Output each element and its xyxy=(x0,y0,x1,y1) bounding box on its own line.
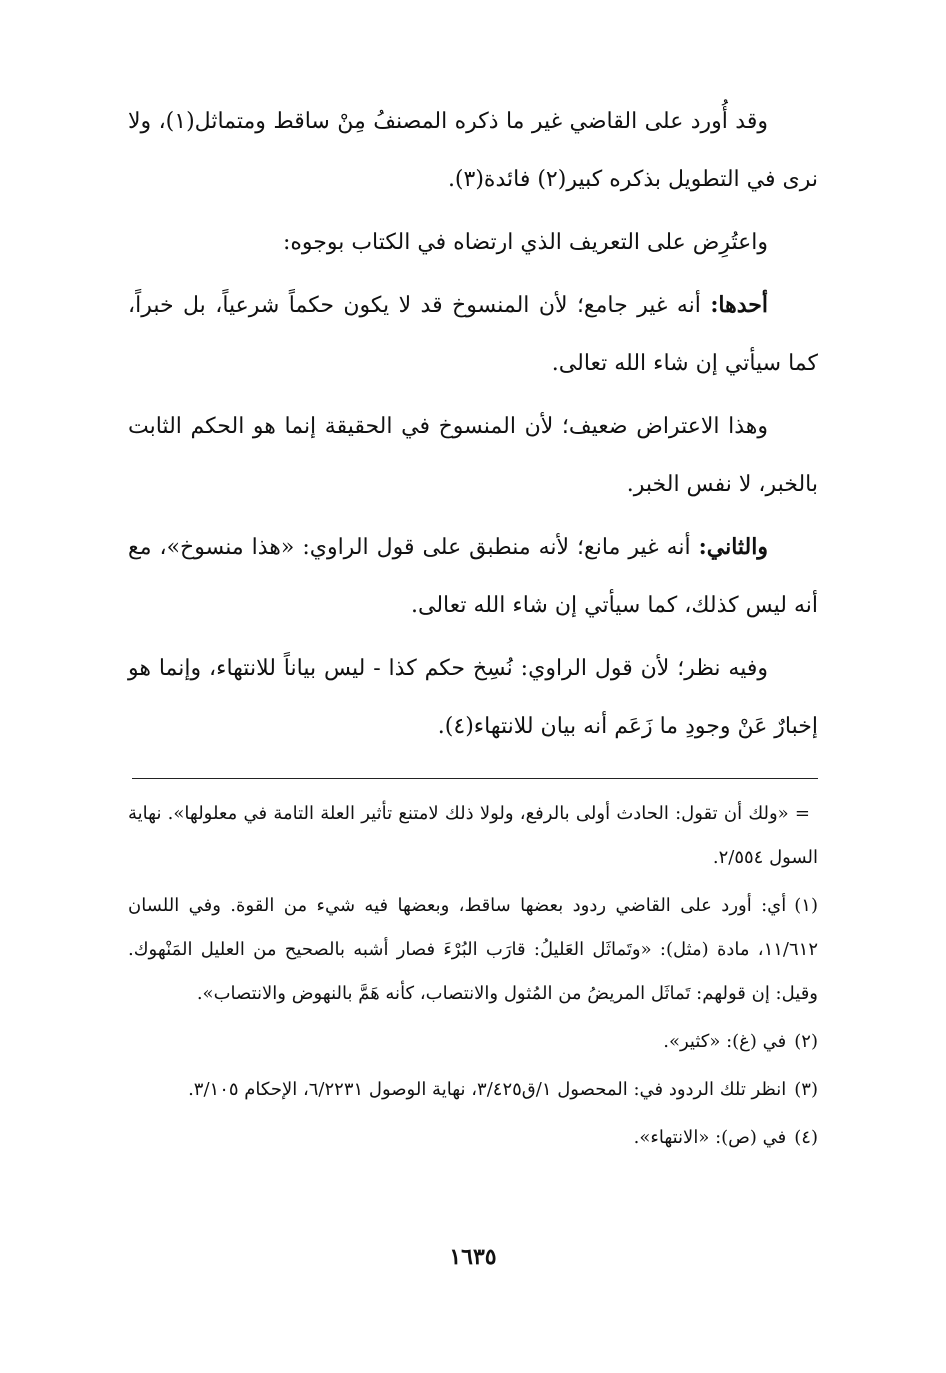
paragraph-text: وفيه نظر؛ لأن قول الراوي: نُسِخ حكم كذا - ليس بياناً للانتهاء، وإنما هو إخبارٌ عَنْ وجودِ ما زَعَم أنه بيان للانتهاء(٤). xyxy=(128,656,818,739)
paragraph-lead: والثاني: xyxy=(698,534,768,560)
footnote-text: = «ولك أن تقول: الحادث أولى بالرفع، ولولا ذلك لامتنع تأثير العلة التامة في معلولها». نهاية السول ٢/٥٥٤. xyxy=(128,803,818,868)
paragraph-text: وقد أُورد على القاضي غير ما ذكره المصنفُ مِنْ ساقط ومتماثل(١)، ولا نرى في التطويل بذكره كبير(٢) فائدة(٣). xyxy=(128,109,818,192)
paragraph-text: أنه غير مانع؛ لأنه منطبق على قول الراوي: «هذا منسوخ»، مع أنه ليس كذلك، كما سيأتي إن شاء الله تعالى. xyxy=(128,535,818,618)
paragraph-1 xyxy=(128,92,818,209)
footnote-divider xyxy=(132,778,818,779)
paragraph-5 xyxy=(128,518,818,635)
footnote-text: في (غ): «كثير». xyxy=(663,1031,787,1052)
footnote-text: في (ص): «الانتهاء». xyxy=(633,1127,787,1148)
footnote-number: (٢) xyxy=(794,1031,818,1052)
footnote-text: أي: أورد على القاضي ردود بعضها ساقط، وبعضها فيه شيء من القوة. وفي اللسان ١١/٦١٢، مادة (مثل): «وتَماثَل العَليلُ: قارَب البُرْءَ فصار أشبه بالصحيح من العليل المَنْهوك. وقيل: إن قولهم: تَماثَل المريضُ من المُثول والانتصاب، كأنه هَمَّ بالنهوض والانتصاب». xyxy=(128,895,818,1004)
paragraph-text: أنه غير جامع؛ لأن المنسوخ قد لا يكون حكماً شرعياً، بل خبراً، كما سيأتي إن شاء الله تعالى. xyxy=(128,293,818,376)
footnote-number: (١) xyxy=(794,895,818,916)
footnotes xyxy=(128,792,818,1164)
footnote-number: (٤) xyxy=(794,1127,818,1148)
footnote-2 xyxy=(128,1020,818,1064)
page-number: ١٦٣٥ xyxy=(449,1244,497,1270)
main-text xyxy=(128,92,818,760)
footnote-number: (٣) xyxy=(794,1079,818,1100)
paragraph-3 xyxy=(128,276,818,393)
footnote-text: انظر تلك الردود في: المحصول ١/ق٣/٤٢٥، نهاية الوصول ٦/٢٢٣١، الإحكام ٣/١٠٥. xyxy=(188,1079,787,1100)
paragraph-2 xyxy=(128,213,818,272)
footnote-continued xyxy=(128,792,818,880)
paragraph-4 xyxy=(128,397,818,514)
footnote-1 xyxy=(128,884,818,1016)
paragraph-lead: أحدها: xyxy=(710,292,768,318)
footnote-4 xyxy=(128,1116,818,1160)
footnote-3 xyxy=(128,1068,818,1112)
paragraph-text: واعتُرِض على التعريف الذي ارتضاه في الكتاب بوجوه: xyxy=(282,230,768,255)
paragraph-text: وهذا الاعتراض ضعيف؛ لأن المنسوخ في الحقيقة إنما هو الحكم الثابت بالخبر، لا نفس الخبر. xyxy=(128,414,818,497)
paragraph-6 xyxy=(128,639,818,756)
